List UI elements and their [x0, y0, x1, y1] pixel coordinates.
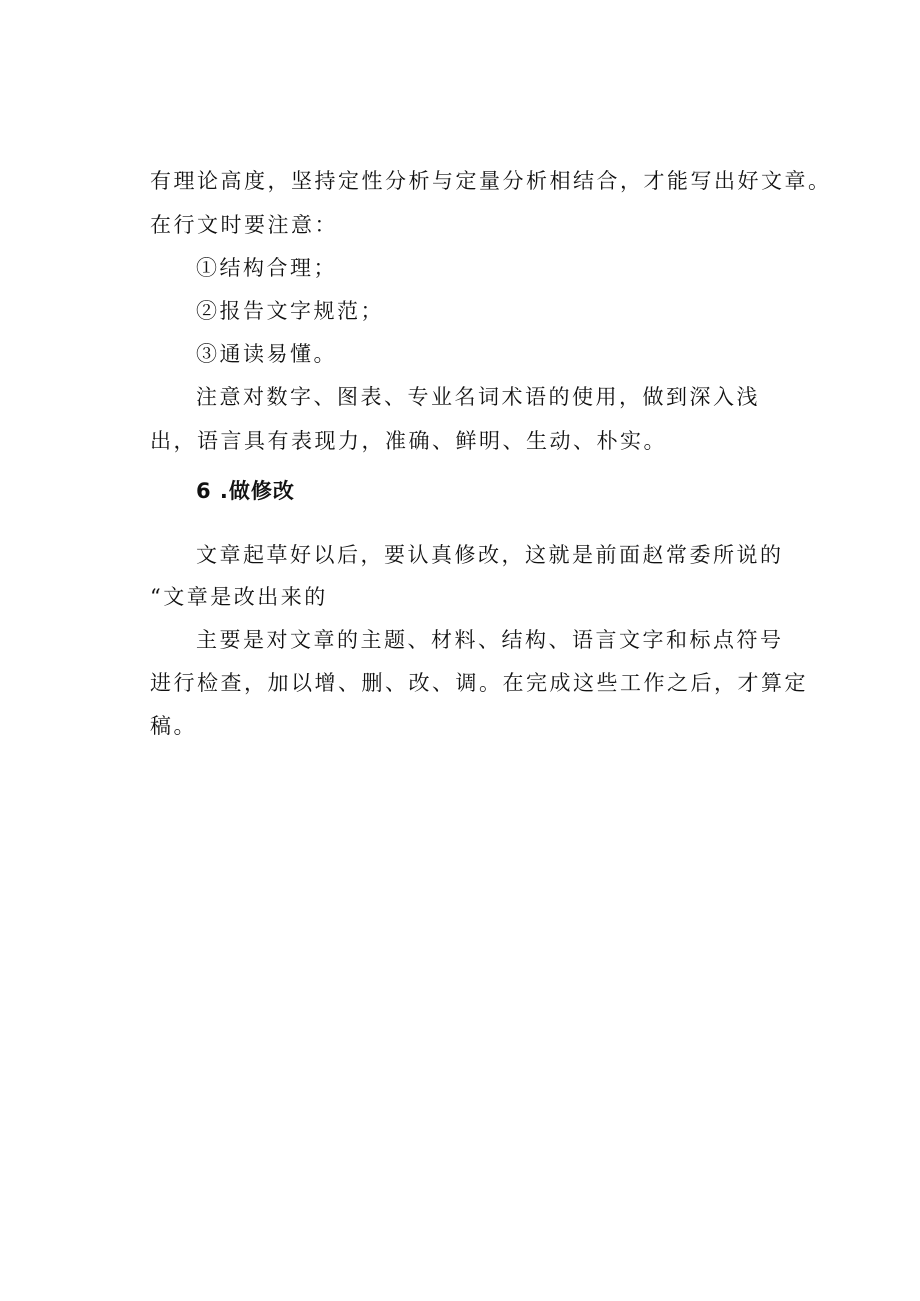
paragraph-line: 文章起草好以后，要认真修改，这就是前面赵常委所说的 [196, 543, 784, 567]
paragraph-line: 注意对数字、图表、专业名词术语的使用，做到深入浅 [196, 385, 760, 409]
section-heading: 6 .做修改 [196, 479, 295, 503]
quote-line: “文章是改出来的 [150, 585, 328, 609]
list-item: ②报告文字规范； [196, 299, 384, 323]
list-item: ③通读易懂。 [196, 342, 337, 366]
paragraph-line: 有理论高度，坚持定性分析与定量分析相结合，才能写出好文章。 [150, 169, 832, 193]
paragraph-line: 稿。 [150, 714, 197, 738]
paragraph-line: 主要是对文章的主题、材料、结构、语言文字和标点符号 [196, 628, 784, 652]
paragraph-line: 进行检查，加以增、删、改、调。在完成这些工作之后，才算定 [150, 671, 808, 695]
list-item: ①结构合理； [196, 256, 337, 280]
paragraph-line: 在行文时要注意： [150, 213, 338, 237]
paragraph-line: 出，语言具有表现力，准确、鲜明、生动、朴实。 [150, 429, 667, 453]
